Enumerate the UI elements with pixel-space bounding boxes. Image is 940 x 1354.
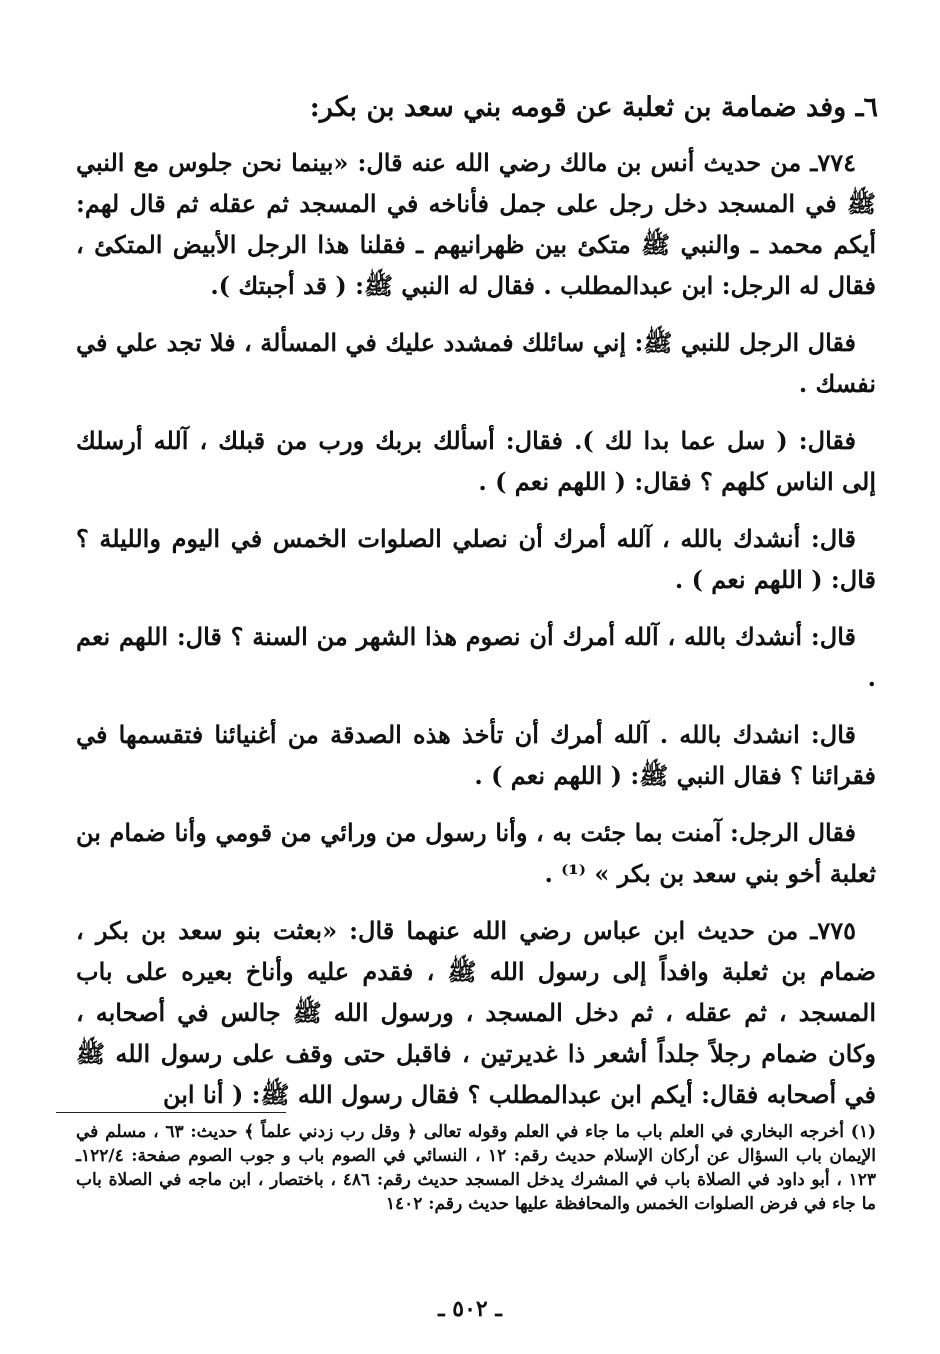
footnote: (١) أخرجه البخاري في العلم باب ما جاء في العلم وقوله تعالى ﴿ وقل رب زدني علماً ﴾ حديث: ٦٣ ، مسلم في الإيمان باب السؤال عن أركان الإسلام حديث رقم: ١٢ ، النسائي في الصوم باب و جوب الصوم صفحة: ١٢٢/٤ـ ١٢٣ ، أبو داود في الصلاة باب في المشرك يدخل المسجد حديث رقم: ٤٨٦ ، باختصار ، ابن ماجه في الصلاة باب ما جاء في فرض الصلوات الخمس والمحافظة عليها حديث رقم: ١٤٠٢ [76, 1122, 877, 1214]
body-paragraph: فقال: ( سل عما بدا لك ). فقال: أسألك بربك ورب من قبلك ، آلله أرسلك إلى الناس كلهم ؟ فقال: ( اللهم نعم ) . [76, 426, 876, 496]
body-paragraph: قال: أنشدك بالله ، آلله أمرك أن نصلي الصلوات الخمس في اليوم والليلة ؟ قال: ( اللهم نعم ) . [76, 524, 876, 594]
hadith-774-paragraph: ٧٧٤ـ من حديث أنس بن مالك رضي الله عنه قال: «بينما نحن جلوس مع النبي ﷺ في المسجد دخل رجل على جمل فأناخه في المسجد ثم عقله ثم قال لهم: أيكم محمد ـ والنبي ﷺ متكئ بين ظهرانيهم ـ فقلنا هذا الرجل الأبيض المتكئ ، فقال له الرجل: ابن عبدالمطلب . فقال له النبي ﷺ: ( قد أجبتك ). [76, 148, 876, 300]
hadith-775-paragraph: ٧٧٥ـ من حديث ابن عباس رضي الله عنهما قال: «بعثت بنو سعد بن بكر ، ضمام بن ثعلبة وافداً إلى رسول الله ﷺ ، فقدم عليه وأناخ بعيره على باب المسجد ، ثم عقله ، ثم دخل المسجد ، ورسول الله ﷺ جالس في أصحابه ، وكان ضمام رجلاً جلداً أشعر ذا غديرتين ، فاقبل حتى وقف على رسول الله ﷺ في أصحابه فقال: أيكم ابن عبدالمطلب ؟ فقال رسول الله ﷺ: ( أنا ابن [76, 916, 876, 1109]
body-paragraph: فقال الرجل: آمنت بما جئت به ، وأنا رسول من ورائي من قومي وأنا ضمام بن ثعلبة أخو بني سعد بن بكر » ⁽¹⁾ . [76, 818, 876, 888]
footnote-divider [56, 1112, 286, 1113]
body-paragraph: قال: أنشدك بالله ، آلله أمرك أن نصوم هذا الشهر من السنة ؟ قال: اللهم نعم . [76, 622, 876, 692]
page-number: ـ ٥٠٢ ـ [438, 1296, 502, 1322]
body-text [76, 142, 876, 1131]
body-paragraph: قال: انشدك بالله . آلله أمرك أن تأخذ هذه الصدقة من أغنيائنا فتقسمها في فقرائنا ؟ فقال النبي ﷺ: ( اللهم نعم ) . [76, 720, 876, 790]
body-paragraph: فقال الرجل للنبي ﷺ: إني سائلك فمشدد عليك في المسألة ، فلا تجد علي في نفسك . [76, 328, 876, 398]
section-heading: ٦ـ وفد ضمامة بن ثعلبة عن قومه بني سعد بن بكر: [309, 92, 878, 123]
